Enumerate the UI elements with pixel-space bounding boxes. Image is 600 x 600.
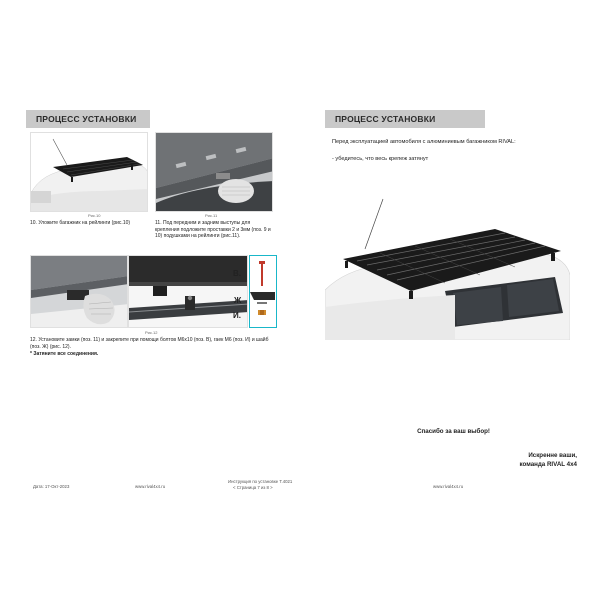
hardware-detail-illustration	[250, 256, 275, 326]
footer-website-right: www.rival4x4.ru	[433, 484, 464, 489]
main-car-photo	[325, 195, 570, 340]
step-11-text: 11. Под передним и задним выступы для крепления подложите проставки 2 и 3мм (поз. 9 и 10) подушками на рейлинги (рис.11).	[155, 220, 271, 239]
footer-page-number: < Страница 7 из 8 >	[233, 485, 273, 490]
figure-10-caption: Рис.10	[88, 213, 101, 218]
footer-website-left: www.rival4x4.ru	[135, 484, 166, 489]
note-text: * Затяните все соединения.	[30, 351, 99, 357]
right-page	[300, 0, 600, 600]
car-with-roof-rack-illustration	[325, 195, 570, 340]
step-10-text: 10. Уложите багажник на рейлинги (рис.10)	[30, 220, 131, 226]
lock-install-illustration	[31, 256, 128, 328]
team-text: команда RIVAL 4x4	[519, 461, 577, 468]
figure-12-caption: Рис.12	[145, 330, 158, 335]
hardware-detail-box	[249, 255, 277, 328]
check-text: - убедитесь, что весь крепеж затянут	[332, 156, 429, 162]
section-header-right: ПРОЦЕСС УСТАНОВКИ	[325, 110, 485, 128]
spacer-closeup-illustration	[156, 133, 273, 212]
figure-11-photo	[155, 132, 273, 212]
detail-label-v: В.	[233, 269, 241, 278]
footer-instruction-number: Инструкция по установке Т.4021	[228, 479, 293, 484]
detail-label-zh: Ж	[234, 296, 242, 305]
figure-12b-photo	[128, 255, 248, 328]
intro-text: Перед эксплуатацией автомобиля с алюминиевым багажником RIVAL:	[332, 139, 516, 145]
sincerely-text: Искренне ваши,	[528, 452, 577, 459]
step-12-text: 12. Установите замки (поз. 11) и закрепите при помощи болтов M6х10 (поз. В), гаек M6 (поз. И) и шайб (поз. Ж) (рис. 12).	[30, 337, 269, 350]
figure-10-photo	[30, 132, 148, 212]
car-roof-rack-illustration	[31, 133, 148, 212]
figure-11-caption: Рис.11	[205, 213, 218, 218]
figure-12a-photo	[30, 255, 128, 328]
footer-date: Дата: 17-Окт-2023	[33, 484, 70, 489]
detail-label-i: И.	[233, 311, 241, 320]
rack-on-rail-illustration	[129, 256, 248, 328]
section-header-left: ПРОЦЕСС УСТАНОВКИ	[26, 110, 150, 128]
thanks-text: Спасибо за ваш выбор!	[417, 428, 490, 435]
